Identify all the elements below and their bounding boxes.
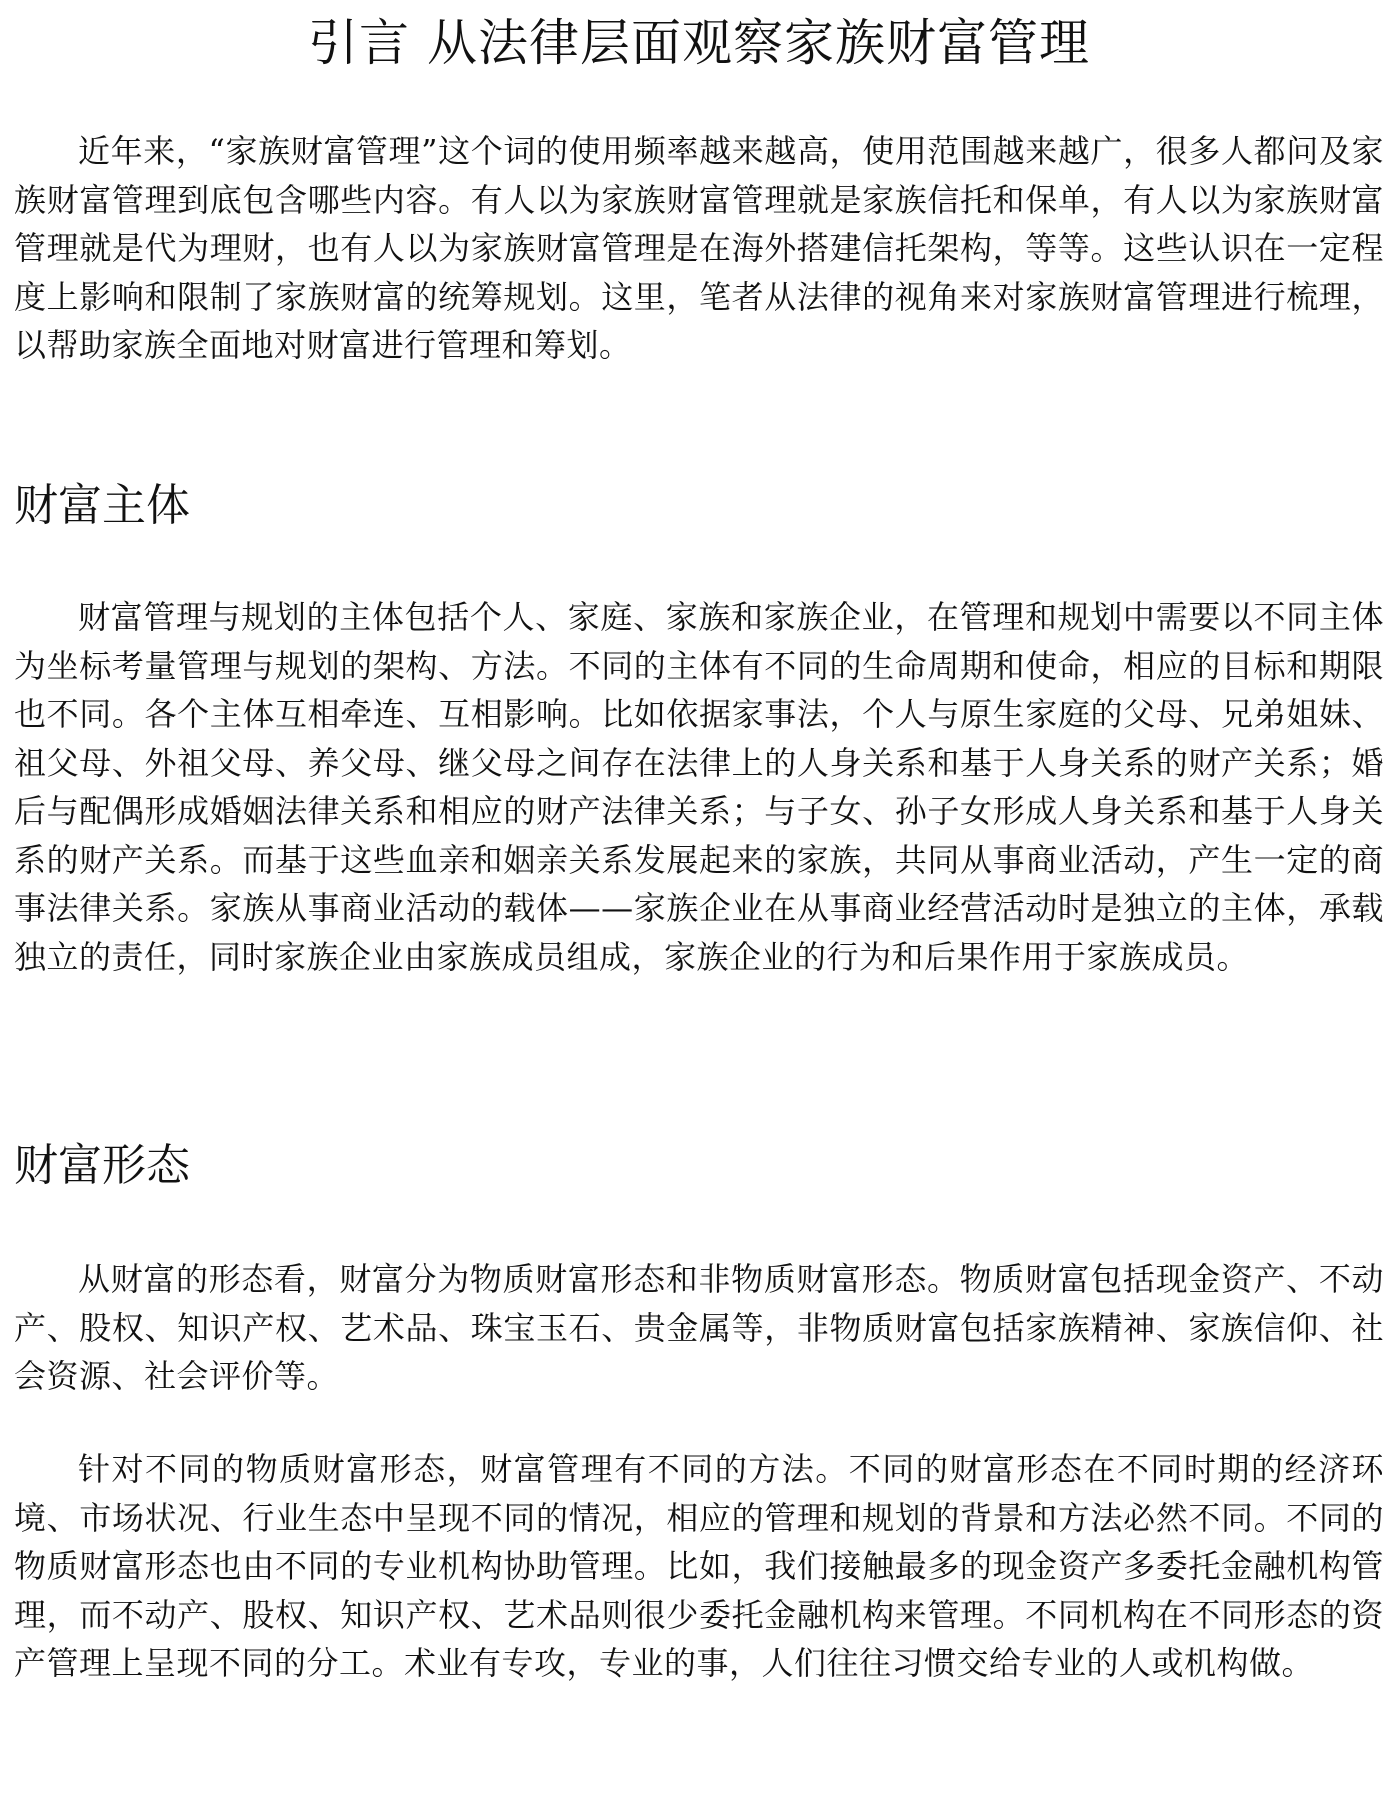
intro-paragraph: 近年来，“家族财富管理”这个词的使用频率越来越高，使用范围越来越广，很多人都问及家族财富管理到底包含哪些内容。有人以为家族财富管理就是家族信托和保单，有人以为家族财富管理就是代为理财，也有人以为家族财富管理是在海外搭建信托架构，等等。这些认识在一定程度上影响和限制了家族财富的统筹规划。这里，笔者从法律的视角来对家族财富管理进行梳理，以帮助家族全面地对财富进行管理和筹划。 bbox=[14, 132, 1384, 364]
wealth-subject-paragraph: 财富管理与规划的主体包括个人、家庭、家族和家族企业，在管理和规划中需要以不同主体为坐标考量管理与规划的架构、方法。不同的主体有不同的生命周期和使命，相应的目标和期限也不同。各个主体互相牵连、互相影响。比如依据家事法，个人与原生家庭的父母、兄弟姐妹、祖父母、外祖父母、养父母、继父母之间存在法律上的人身关系和基于人身关系的财产关系；婚后与配偶形成婚姻法律关系和相应的财产法律关系；与子女、孙子女形成人身关系和基于人身关系的财产关系。而基于这些血亲和姻亲关系发展起来的家族，共同从事商业活动，产生一定的商事法律关系。家族从事商业活动的载体——家族企业在从事商业经营活动时是独立的主体，承载独立的责任，同时家族企业由家族成员组成，家族企业的行为和后果作用于家族成员。 bbox=[14, 598, 1384, 976]
wealth-form-paragraph-1: 从财富的形态看，财富分为物质财富形态和非物质财富形态。物质财富包括现金资产、不动产、股权、知识产权、艺术品、珠宝玉石、贵金属等，非物质财富包括家族精神、家族信仰、社会资源、社会评价等。 bbox=[14, 1260, 1384, 1395]
document-title: 引言 从法律层面观察家族财富管理 bbox=[308, 14, 1090, 72]
wealth-form-paragraph-2: 针对不同的物质财富形态，财富管理有不同的方法。不同的财富形态在不同时期的经济环境、市场状况、行业生态中呈现不同的情况，相应的管理和规划的背景和方法必然不同。不同的物质财富形态也由不同的专业机构协助管理。比如，我们接触最多的现金资产多委托金融机构管理，而不动产、股权、知识产权、艺术品则很少委托金融机构来管理。不同机构在不同形态的资产管理上呈现不同的分工。术业有专攻，专业的事，人们往往习惯交给专业的人或机构做。 bbox=[14, 1450, 1384, 1682]
section-heading-wealth-subject: 财富主体 bbox=[14, 480, 190, 531]
document-page bbox=[14, 0, 1384, 1800]
section-heading-wealth-form: 财富形态 bbox=[14, 1140, 190, 1191]
